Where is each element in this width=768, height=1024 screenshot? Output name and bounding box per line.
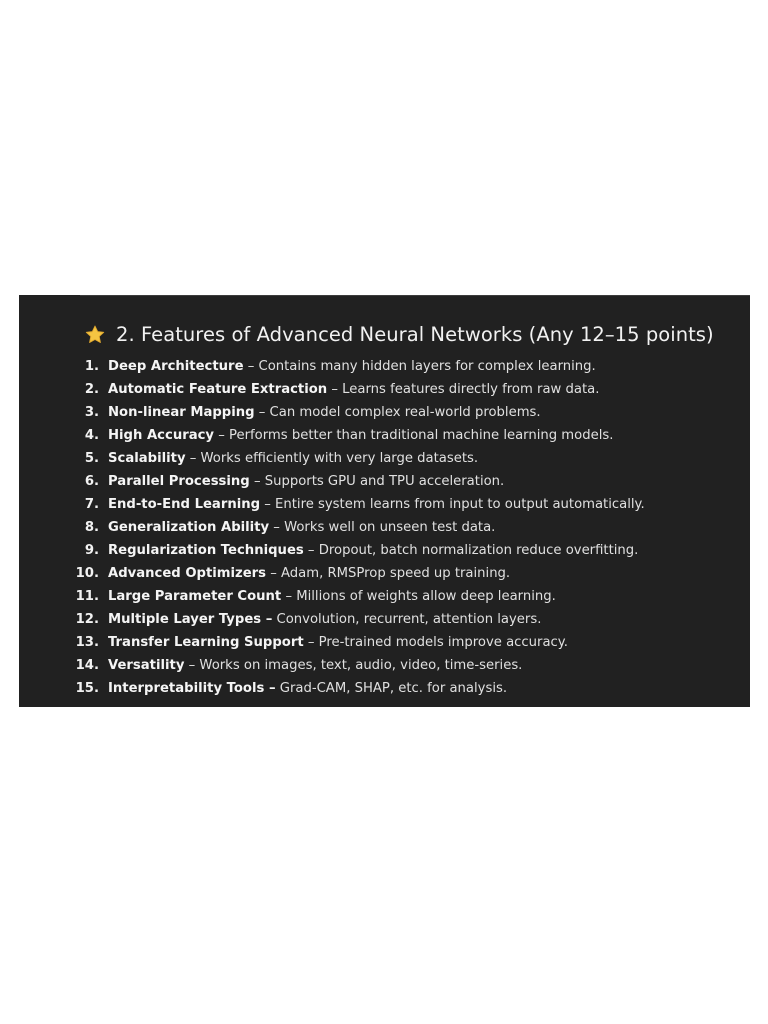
item-title: Automatic Feature Extraction <box>108 382 328 397</box>
item-number: 11. <box>75 589 99 604</box>
item-description: – Can model complex real-world problems. <box>254 405 541 420</box>
item-title: End-to-End Learning <box>108 497 261 512</box>
divider <box>80 295 750 296</box>
item-title: Non-linear Mapping <box>108 405 255 420</box>
item-description: – Works efficiently with very large datasets. <box>185 451 479 466</box>
item-description: – Works well on unseen test data. <box>269 520 496 535</box>
item-number: 6. <box>84 474 99 489</box>
section-heading <box>84 323 714 346</box>
item-title: Large Parameter Count <box>108 589 282 604</box>
item-title: Regularization Techniques <box>108 543 304 558</box>
item-description: Grad-CAM, SHAP, etc. for analysis. <box>275 681 508 696</box>
item-title: Interpretability Tools – <box>108 681 276 696</box>
item-number: 10. <box>75 566 99 581</box>
item-number: 1. <box>84 359 99 374</box>
item-title: Transfer Learning Support <box>108 635 304 650</box>
item-number: 12. <box>75 612 99 627</box>
item-title: Scalability <box>108 451 186 466</box>
heading-text: 2. Features of Advanced Neural Networks (Any 12–15 points) <box>116 323 714 346</box>
item-title: Multiple Layer Types – <box>108 612 273 627</box>
item-description: – Adam, RMSProp speed up training. <box>266 566 511 581</box>
item-number: 2. <box>84 382 99 397</box>
item-description: – Contains many hidden layers for complex learning. <box>243 359 596 374</box>
item-description: – Pre-trained models improve accuracy. <box>303 635 568 650</box>
item-number: 7. <box>84 497 99 512</box>
item-number: 13. <box>75 635 99 650</box>
item-number: 5. <box>84 451 99 466</box>
item-title: Parallel Processing <box>108 474 250 489</box>
star-icon <box>84 324 106 346</box>
item-title: Deep Architecture <box>108 359 244 374</box>
item-number: 15. <box>75 681 99 696</box>
item-number: 8. <box>84 520 99 535</box>
item-description: – Dropout, batch normalization reduce overfitting. <box>303 543 639 558</box>
item-title: Advanced Optimizers <box>108 566 267 581</box>
item-description: Convolution, recurrent, attention layers. <box>272 612 542 627</box>
features-panel <box>19 295 750 707</box>
item-description: – Learns features directly from raw data. <box>327 382 600 397</box>
item-number: 3. <box>84 405 99 420</box>
item-title: Generalization Ability <box>108 520 270 535</box>
item-number: 14. <box>75 658 99 673</box>
item-description: – Entire system learns from input to output automatically. <box>260 497 645 512</box>
item-description: – Performs better than traditional machine learning models. <box>214 428 614 443</box>
item-title: Versatility <box>108 658 185 673</box>
item-title: High Accuracy <box>108 428 215 443</box>
item-number: 4. <box>84 428 99 443</box>
item-description: – Supports GPU and TPU acceleration. <box>249 474 505 489</box>
item-description: – Millions of weights allow deep learning. <box>281 589 556 604</box>
item-description: – Works on images, text, audio, video, time-series. <box>184 658 523 673</box>
item-number: 9. <box>84 543 99 558</box>
